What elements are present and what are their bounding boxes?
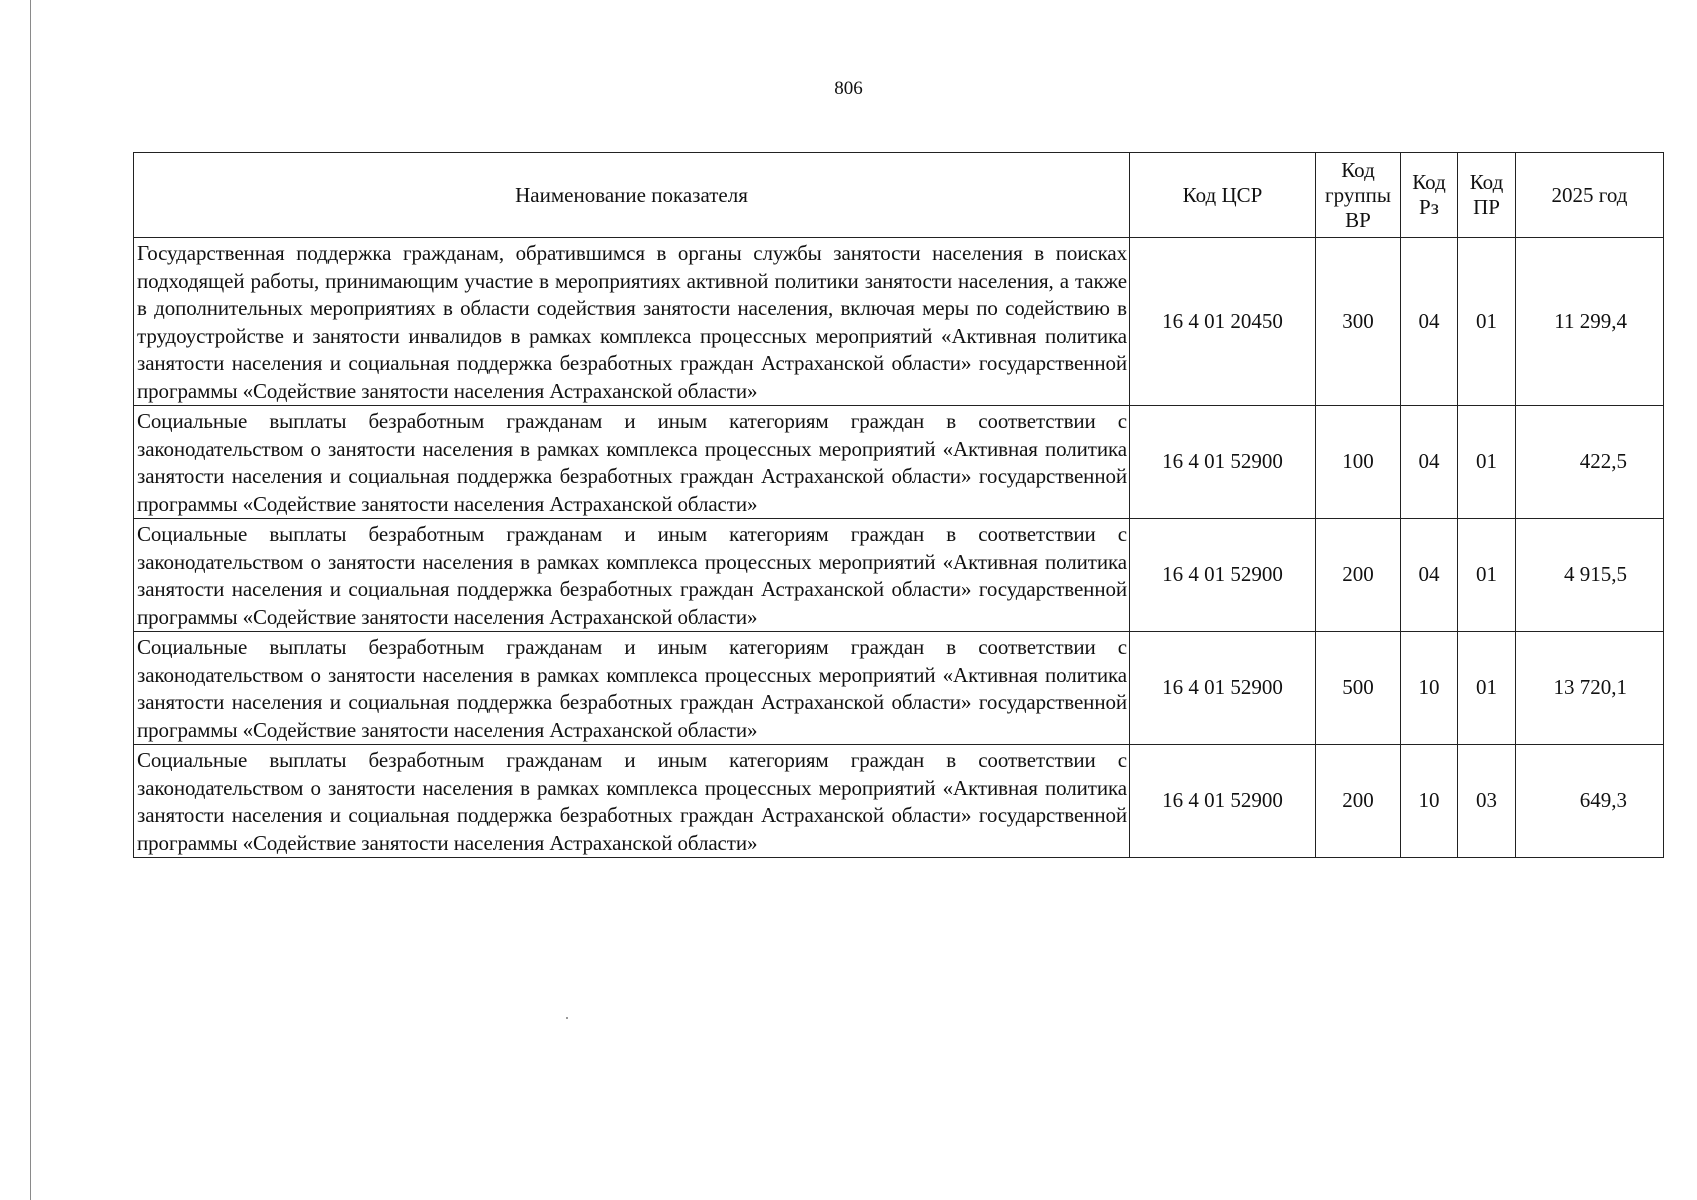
row-pr-code: 03	[1458, 745, 1516, 858]
row-name: Социальные выплаты безработным гражданам и иным категориям граждан в соответствии с законодательством о занятости населения в рамках комплекса процессных мероприятий «Активная политика занятости населения и социальная поддержка безработных граждан Астраханской области» государственной программы «Содействие занятости населения Астраханской области»	[134, 519, 1130, 632]
row-pr-code: 01	[1458, 406, 1516, 519]
table-row	[134, 238, 1664, 406]
page-binding-line	[30, 0, 31, 1200]
table-row	[134, 632, 1664, 745]
table-row	[134, 406, 1664, 519]
table-header-row	[134, 153, 1664, 238]
row-vr-code: 200	[1316, 519, 1401, 632]
row-pr-code: 01	[1458, 519, 1516, 632]
row-amount: 13 720,1	[1516, 632, 1664, 745]
row-pr-code: 01	[1458, 238, 1516, 406]
row-csr-code: 16 4 01 20450	[1130, 238, 1316, 406]
header-name: Наименование показателя	[134, 153, 1130, 238]
header-vr-code: Код группы ВР	[1316, 153, 1401, 238]
header-year: 2025 год	[1516, 153, 1664, 238]
row-rz-code: 10	[1401, 745, 1458, 858]
row-name: Государственная поддержка гражданам, обратившимся в органы службы занятости населения в поисках подходящей работы, принимающим участие в мероприятиях активной политики занятости населения, а также в дополнительных мероприятиях в области содействия занятости населения, включая меры по содействию в трудоустройстве и занятости инвалидов в рамках комплекса процессных мероприятий «Активная политика занятости населения и социальная поддержка безработных граждан Астраханской области» государственной программы «Содействие занятости населения Астраханской области»	[134, 238, 1130, 406]
table-row	[134, 745, 1664, 858]
row-vr-code: 200	[1316, 745, 1401, 858]
header-pr-code: Код ПР	[1458, 153, 1516, 238]
row-csr-code: 16 4 01 52900	[1130, 745, 1316, 858]
row-amount: 422,5	[1516, 406, 1664, 519]
row-name: Социальные выплаты безработным гражданам и иным категориям граждан в соответствии с законодательством о занятости населения в рамках комплекса процессных мероприятий «Активная политика занятости населения и социальная поддержка безработных граждан Астраханской области» государственной программы «Содействие занятости населения Астраханской области»	[134, 745, 1130, 858]
row-vr-code: 100	[1316, 406, 1401, 519]
scan-speck	[566, 1017, 568, 1019]
row-amount: 649,3	[1516, 745, 1664, 858]
row-vr-code: 500	[1316, 632, 1401, 745]
row-csr-code: 16 4 01 52900	[1130, 406, 1316, 519]
budget-table	[133, 152, 1664, 858]
row-rz-code: 04	[1401, 406, 1458, 519]
row-csr-code: 16 4 01 52900	[1130, 632, 1316, 745]
header-csr-code: Код ЦСР	[1130, 153, 1316, 238]
row-rz-code: 04	[1401, 238, 1458, 406]
row-vr-code: 300	[1316, 238, 1401, 406]
table-row	[134, 519, 1664, 632]
row-pr-code: 01	[1458, 632, 1516, 745]
row-rz-code: 04	[1401, 519, 1458, 632]
row-name: Социальные выплаты безработным гражданам и иным категориям граждан в соответствии с законодательством о занятости населения в рамках комплекса процессных мероприятий «Активная политика занятости населения и социальная поддержка безработных граждан Астраханской области» государственной программы «Содействие занятости населения Астраханской области»	[134, 406, 1130, 519]
row-csr-code: 16 4 01 52900	[1130, 519, 1316, 632]
page-number: 806	[834, 78, 863, 99]
row-amount: 11 299,4	[1516, 238, 1664, 406]
row-rz-code: 10	[1401, 632, 1458, 745]
header-rz-code: Код Рз	[1401, 153, 1458, 238]
row-name: Социальные выплаты безработным гражданам и иным категориям граждан в соответствии с законодательством о занятости населения в рамках комплекса процессных мероприятий «Активная политика занятости населения и социальная поддержка безработных граждан Астраханской области» государственной программы «Содействие занятости населения Астраханской области»	[134, 632, 1130, 745]
row-amount: 4 915,5	[1516, 519, 1664, 632]
